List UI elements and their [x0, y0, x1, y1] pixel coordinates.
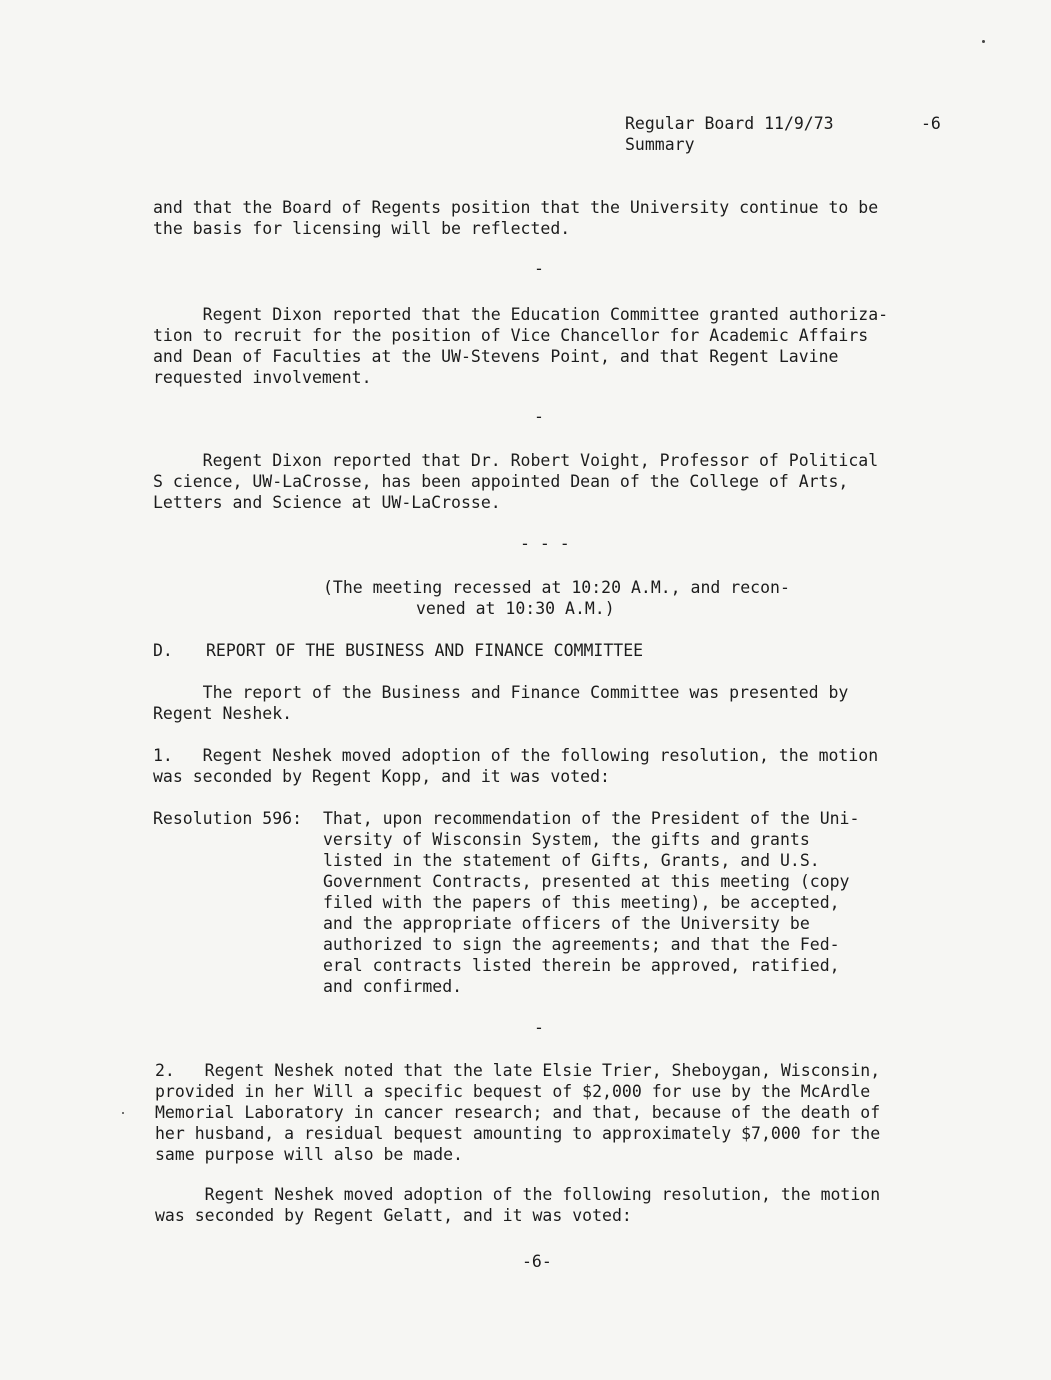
resolution-label: Resolution 596:	[153, 809, 303, 828]
text-line: the basis for licensing will be reflected.	[153, 219, 571, 238]
page-number: -6-	[522, 1252, 552, 1271]
text-line: 1. Regent Neshek moved adoption of the following resolution, the motion	[153, 746, 879, 765]
item-1	[153, 745, 878, 787]
text-line: Regent Dixon reported that the Education Committee granted authoriza-	[153, 305, 889, 324]
text-line: her husband, a residual bequest amounting to approximately $7,000 for the	[155, 1124, 881, 1143]
recess-note-line: (The meeting recessed at 10:20 A.M., and recon-	[323, 578, 790, 597]
section-letter: D.	[153, 641, 173, 660]
text-line: Government Contracts, presented at this meeting (copy	[323, 872, 850, 891]
resolution-text	[323, 808, 859, 997]
text-line: and Dean of Faculties at the UW-Stevens Point, and that Regent Lavine	[153, 347, 839, 366]
text-line: Letters and Science at UW-LaCrosse.	[153, 493, 501, 512]
paragraph-gelatt	[155, 1184, 880, 1226]
separator: -	[534, 407, 544, 426]
section-title: REPORT OF THE BUSINESS AND FINANCE COMMITTEE	[206, 641, 644, 660]
paragraph-licensing	[153, 197, 878, 239]
text-line: and the appropriate officers of the University be	[323, 914, 810, 933]
text-line: filed with the papers of this meeting), be accepted,	[323, 893, 840, 912]
paragraph-dixon-voight	[153, 450, 878, 513]
item-2	[155, 1060, 880, 1165]
separator: -	[534, 259, 544, 278]
text-line: Regent Neshek moved adoption of the following resolution, the motion	[155, 1185, 881, 1204]
text-line: eral contracts listed therein be approved, ratified,	[323, 956, 840, 975]
separator: -	[534, 1018, 544, 1037]
scan-speck	[122, 1112, 124, 1114]
paragraph-report-intro	[153, 682, 848, 724]
separator: - - -	[520, 534, 570, 553]
text-line: provided in her Will a specific bequest of $2,000 for use by the McArdle	[155, 1082, 871, 1101]
text-line: was seconded by Regent Kopp, and it was voted:	[153, 767, 610, 786]
text-line: versity of Wisconsin System, the gifts and grants	[323, 830, 810, 849]
header-page-marker: -6	[921, 114, 941, 133]
scan-speck	[982, 40, 985, 43]
text-line: Memorial Laboratory in cancer research; and that, because of the death of	[155, 1103, 881, 1122]
text-line: S cience, UW-LaCrosse, has been appointed Dean of the College of Arts,	[153, 472, 849, 491]
text-line: Regent Dixon reported that Dr. Robert Voight, Professor of Political	[153, 451, 879, 470]
text-line: was seconded by Regent Gelatt, and it was voted:	[155, 1206, 632, 1225]
text-line: The report of the Business and Finance Committee was presented by	[153, 683, 849, 702]
text-line: same purpose will also be made.	[155, 1145, 463, 1164]
text-line: Regent Neshek.	[153, 704, 293, 723]
paragraph-dixon-recruit	[153, 304, 888, 388]
header-title: Regular Board 11/9/73	[625, 114, 834, 133]
text-line: requested involvement.	[153, 368, 372, 387]
text-line: and confirmed.	[323, 977, 463, 996]
text-line: 2. Regent Neshek noted that the late Elsie Trier, Sheboygan, Wisconsin,	[155, 1061, 881, 1080]
text-line: That, upon recommendation of the President of the Uni-	[323, 809, 860, 828]
header-subtitle: Summary	[625, 135, 695, 154]
text-line: authorized to sign the agreements; and that the Fed-	[323, 935, 840, 954]
text-line: tion to recruit for the position of Vice Chancellor for Academic Affairs	[153, 326, 869, 345]
text-line: and that the Board of Regents position that the University continue to be	[153, 198, 879, 217]
recess-note-line: vened at 10:30 A.M.)	[416, 599, 615, 618]
text-line: listed in the statement of Gifts, Grants, and U.S.	[323, 851, 820, 870]
